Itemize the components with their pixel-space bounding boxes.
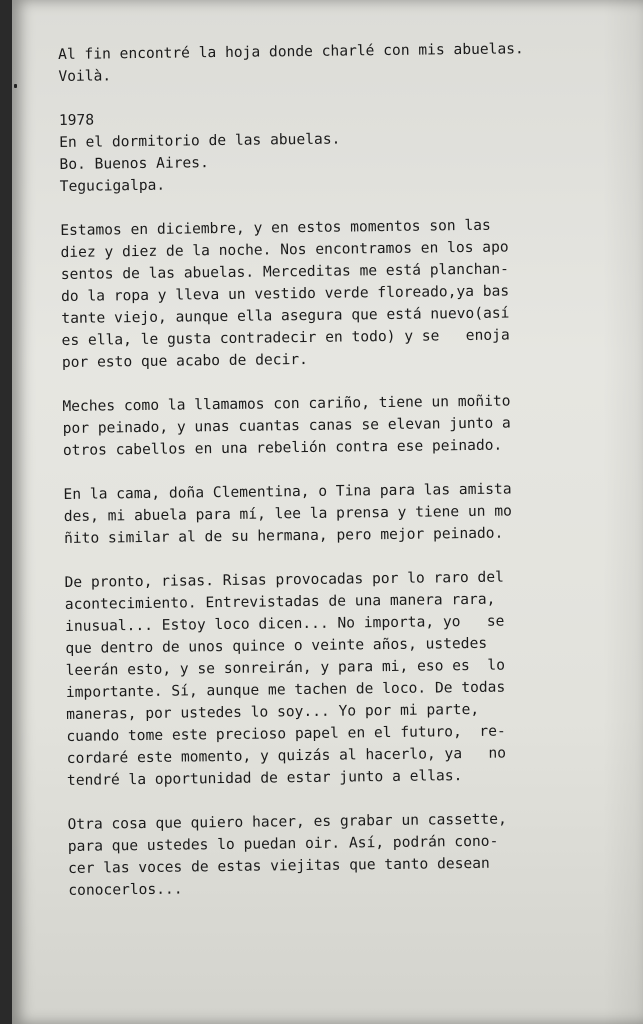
text-line: tante viejo, aunque ella asegura que está nuevo(así (61, 304, 510, 327)
margin-mark (14, 84, 17, 88)
text-line: cuando tome este precioso papel en el futuro, re- (66, 722, 506, 745)
paragraph-1 (60, 213, 622, 374)
text-line: acontecimiento. Entrevistadas de una manera rara, (64, 590, 496, 613)
text-line: cer las voces de estas viejitas que tanto desean (67, 854, 490, 877)
heading-block (59, 103, 620, 198)
neighborhood-line: Bo. Buenos Aires. (59, 154, 209, 173)
intro-paragraph (58, 37, 618, 88)
text-line: leerán esto, y se sonreirán, y para mi, eso es lo (65, 656, 506, 679)
text-line: que dentro de unos quince o veinte años, ustedes (65, 634, 488, 657)
text-line: ñito similar al de su hermana, pero mejor peinado. (63, 524, 504, 547)
text-line: diez y diez de la noche. Nos encontramos en los apo (60, 238, 509, 261)
text-line: sentos de las abuelas. Merceditas me está planchan- (60, 260, 509, 283)
paragraph-2 (62, 389, 623, 462)
text-line: En la cama, doña Clementina, o Tina para las amista (63, 480, 512, 503)
text-line: para que ustedes lo puedan oir. Así, podrán cono- (67, 832, 499, 855)
text-line: es ella, le gusta contradecir en todo) y se enoja (61, 326, 510, 349)
typewritten-page (12, 0, 643, 1024)
text-line: conocerlos... (68, 880, 183, 899)
text-line: por esto que acabo de decir. (61, 350, 308, 371)
text-line: importante. Sí, aunque me tachen de loco. De todas (65, 678, 506, 701)
paragraph-3 (63, 477, 624, 550)
text-line: Voilà. (58, 67, 112, 85)
text-line: otros cabellos en una rebelión contra ese peinado. (62, 436, 503, 459)
text-line: Meches como la llamamos con cariño, tiene un moñito (62, 392, 511, 415)
text-line: Otra cosa que quiero hacer, es grabar un cassette, (67, 810, 507, 833)
text-line: inusual... Estoy loco dicen... No importa, yo se (65, 612, 505, 635)
document-text (58, 37, 629, 924)
location-line: En el dormitorio de las abuelas. (59, 130, 341, 151)
text-line: do la ropa y lleva un vestido verde floreado,ya bas (60, 282, 510, 305)
text-line: des, mi abuela para mí, lee la prensa y tiene un mo (63, 502, 512, 525)
text-line: maneras, por ustedes lo soy... Yo por mi parte, (66, 700, 480, 723)
text-line: Estamos en diciembre, y en estos momentos son las (60, 216, 491, 239)
text-line: por peinado, y unas cuantas canas se elevan junto a (62, 414, 511, 437)
city-line: Tegucigalpa. (59, 176, 166, 195)
text-line: Al fin encontré la hoja donde charlé con mis abuelas. (58, 40, 524, 63)
text-line: tendré la oportunidad de estar junto a ellas. (66, 767, 463, 789)
text-line: cordaré este momento, y quizás al hacerlo, ya no (66, 744, 507, 767)
paragraph-4 (64, 565, 627, 792)
paragraph-5 (67, 807, 628, 902)
text-line: De pronto, risas. Risas provocadas por lo raro del (64, 568, 504, 591)
year-line: 1978 (58, 111, 95, 129)
